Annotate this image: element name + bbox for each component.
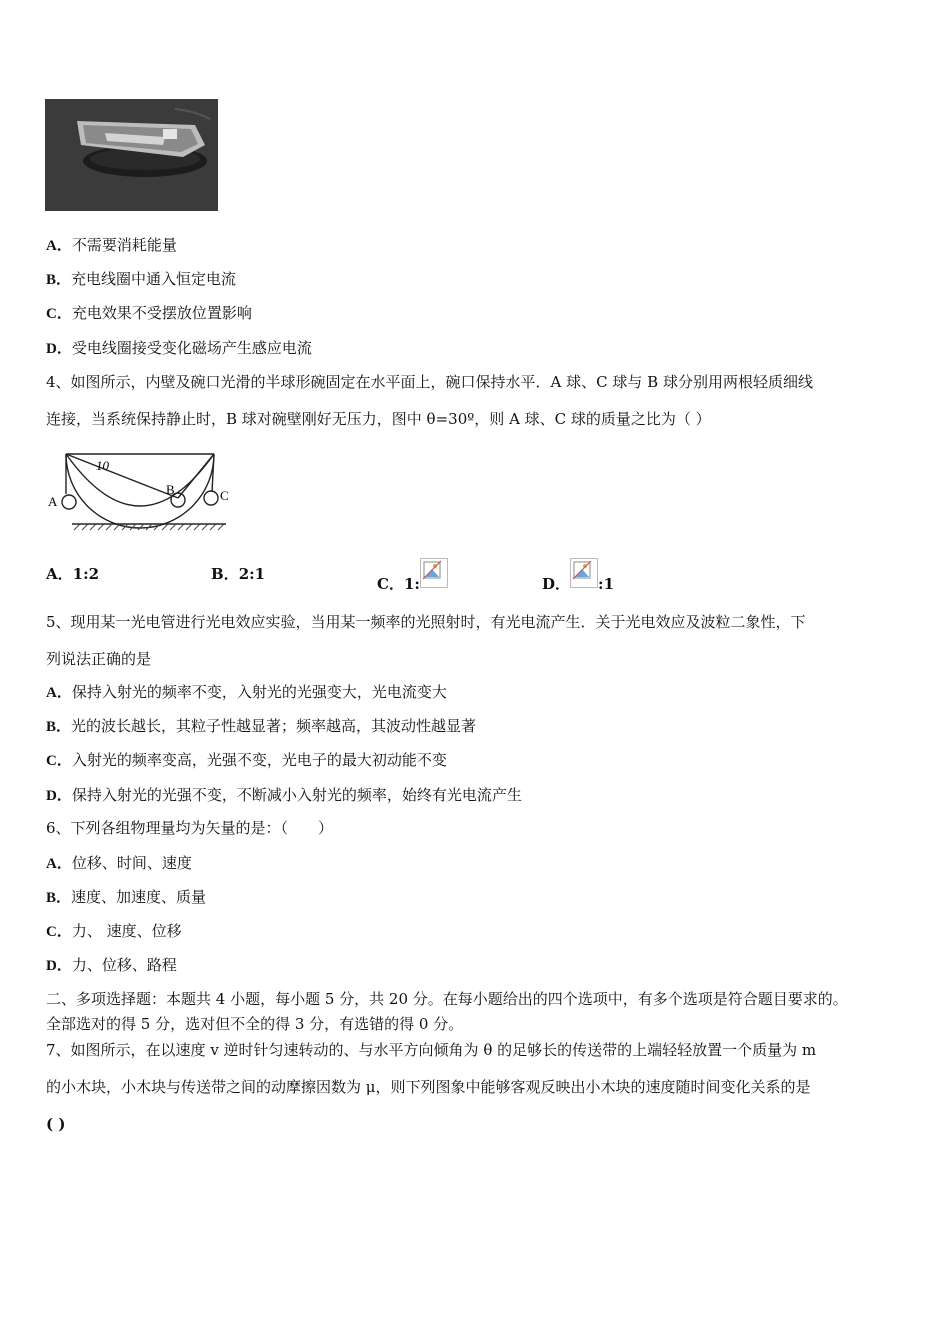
q5-option-d: D．保持入射光的光强不变，不断减小入射光的频率，始终有光电流产生 (46, 786, 522, 804)
phone-charger-illustration (45, 99, 218, 211)
q7-stem-line2: 的小木块，小木块与传送带之间的动摩擦因数为 μ，则下列图象中能够客观反映出小木块的速度随时间变化关系的是 (46, 1078, 811, 1096)
label-a: A (48, 494, 58, 509)
label-c: C (220, 488, 229, 503)
q6-option-b: B．速度、加速度、质量 (46, 888, 207, 906)
q4-stem-line2: 连接，当系统保持静止时，B 球对碗壁刚好无压力，图中 θ=30º，则 A 球、C 球的质量之比为（ ） (46, 410, 711, 428)
label-b: B (166, 482, 175, 497)
q5-option-a: A．保持入射光的频率不变，入射光的光强变大，光电流变大 (46, 683, 447, 701)
q4-option-b: B．2:1 (211, 565, 266, 583)
q6-option-a: A．位移、时间、速度 (46, 854, 192, 872)
q3-option-c: C．充电效果不受摆放位置影响 (46, 304, 252, 322)
q6-stem: 6、下列各组物理量均为矢量的是：（ ） (46, 819, 334, 837)
q4-option-a: A．1:2 (46, 565, 100, 583)
q5-option-c: C．入射光的频率变高，光强不变，光电子的最大初动能不变 (46, 751, 447, 769)
section2-heading-line2: 全部选对的得 5 分，选对但不全的得 3 分，有选错的得 0 分。 (46, 1015, 464, 1033)
q7-stem-line1: 7、如图所示，在以速度 v 逆时针匀速转动的、与水平方向倾角为 θ 的足够长的传送带的上端轻轻放置一个质量为 m (46, 1041, 817, 1059)
q3-option-a: A．不需要消耗能量 (46, 236, 177, 254)
q6-option-c: C．力、 速度、位移 (46, 922, 182, 940)
q4-option-c: C．1: (377, 564, 448, 594)
broken-image-icon (570, 558, 598, 588)
wireless-charger-photo (45, 99, 218, 211)
q3-option-d: D．受电线圈接受变化磁场产生感应电流 (46, 339, 312, 357)
bowl-diagram (44, 446, 234, 532)
broken-image-icon (420, 558, 448, 588)
q4-stem-line1: 4、如图所示，内壁及碗口光滑的半球形碗固定在水平面上，碗口保持水平．A 球、C 球与 B 球分别用两根轻质细线 (46, 373, 813, 391)
q7-stem-line3: ( ) (46, 1115, 66, 1133)
q5-stem-line1: 5、现用某一光电管进行光电效应实验，当用某一频率的光照射时，有光电流产生．关于光电效应及波粒二象性，下 (46, 613, 806, 631)
q5-option-b: B．光的波长越长，其粒子性越显著；频率越高，其波动性越显著 (46, 717, 477, 735)
q4-option-d: D． :1 (542, 564, 614, 594)
q5-stem-line2: 列说法正确的是 (46, 650, 152, 668)
q3-option-b: B．充电线圈中通入恒定电流 (46, 270, 237, 288)
label-theta: 10 (96, 458, 109, 473)
section2-heading-line1: 二、多项选择题：本题共 4 小题，每小题 5 分，共 20 分。在每小题给出的四个选项中，有多个选项是符合题目要求的。 (46, 990, 848, 1008)
q6-option-d: D．力、位移、路程 (46, 956, 177, 974)
